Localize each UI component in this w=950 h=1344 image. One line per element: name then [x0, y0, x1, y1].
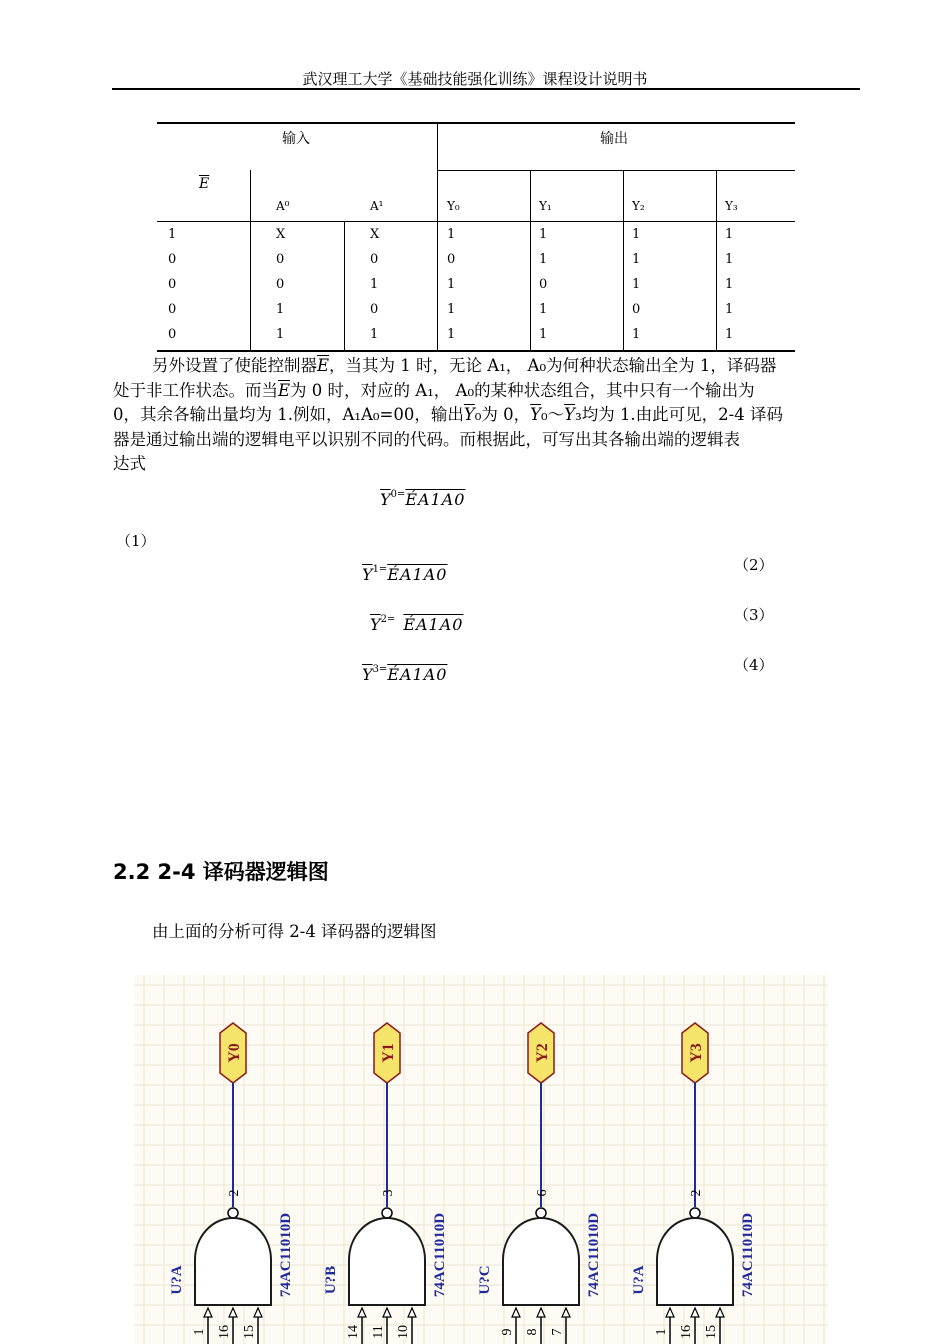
- equation-2: [362, 565, 447, 584]
- table-col-header: A¹: [370, 199, 384, 213]
- text-run: 为 0 时，对应的 A₁， A₀的某种状态组合，其中只有一个输出为: [290, 380, 755, 400]
- table-cell: 0: [168, 327, 177, 342]
- logic-schematic: [134, 975, 828, 1344]
- equation-rhs: ÉA1A0: [403, 615, 464, 634]
- section-heading: 2.2 2-4 译码器逻辑图: [113, 860, 329, 884]
- table-cell: 1: [632, 277, 641, 292]
- output-pin-number: 2: [689, 1189, 704, 1197]
- input-pin-number: 11: [371, 1325, 386, 1339]
- text-run: 处于非工作状态。而当: [113, 380, 278, 400]
- input-pin-number: 7: [550, 1328, 565, 1336]
- table-cell: 1: [276, 327, 285, 342]
- equation-number-4: （4）: [734, 656, 774, 674]
- gate-designator: U?C: [477, 1265, 493, 1295]
- text-run: 0，其余各输出量均为 1.例如，A₁A₀=00，输出: [113, 405, 464, 424]
- equation-lhs: $\overline{Y}$: [362, 565, 373, 584]
- gate-part-name: 74AC11010D: [586, 1212, 602, 1298]
- table-cell: 1: [539, 227, 548, 242]
- table-cell: 0: [370, 252, 379, 267]
- table-bottom-rule: [157, 350, 795, 352]
- table-col-header: Y₂: [632, 199, 645, 213]
- inversion-bubble: [382, 1208, 392, 1218]
- equation-rhs: ÉA1A0: [387, 665, 448, 684]
- output-port-label: Y0: [226, 1043, 243, 1063]
- body-paragraph: [113, 354, 863, 477]
- table-cell: 0: [276, 252, 285, 267]
- table-col-header: Y₁: [539, 199, 552, 213]
- text-run: ₀为 0，: [474, 405, 531, 424]
- gate-part-name: 74AC11010D: [278, 1212, 294, 1298]
- input-pin-number: 9: [500, 1328, 515, 1336]
- table-cell: 1: [447, 227, 456, 242]
- equation-number-1: （1）: [116, 532, 156, 550]
- table-cell: 1: [447, 327, 456, 342]
- overline-symbol: $\overline{Y}$: [530, 405, 542, 424]
- output-pin-number: 3: [381, 1189, 396, 1197]
- table-enable-header: $\overline{E}$: [199, 176, 210, 192]
- overline-symbol: $\overline{E}$: [317, 356, 330, 375]
- equation-rhs: ÉA1A0: [387, 565, 448, 584]
- table-cell: 0: [168, 252, 177, 267]
- nand-gate-body: [195, 1218, 271, 1305]
- table-col-header: A⁰: [276, 199, 290, 213]
- input-pin-number: 8: [525, 1328, 540, 1336]
- table-cell: 0: [370, 302, 379, 317]
- input-pin-number: 1: [654, 1328, 669, 1336]
- text-run: ，当其为 1 时，无论 A₁， A₀为何种状态输出全为 1，译码器: [329, 356, 777, 375]
- table-cell: 1: [725, 252, 734, 267]
- table-cell: 1: [632, 252, 641, 267]
- table-cell: 0: [539, 277, 548, 292]
- text-run: 另外设置了使能控制器: [152, 356, 317, 375]
- equation-number-2: （2）: [734, 556, 774, 574]
- input-pin-number: 15: [704, 1325, 719, 1339]
- table-cell: 0: [632, 302, 641, 317]
- table-group-header-input: 输入: [282, 131, 310, 147]
- gate-part-name: 74AC11010D: [740, 1212, 756, 1298]
- equation-1: [380, 490, 465, 509]
- output-pin-number: 2: [227, 1189, 242, 1197]
- input-pin-number: 1: [192, 1328, 207, 1336]
- table-cell: 0: [168, 302, 177, 317]
- table-cell: X: [370, 227, 380, 242]
- table-header-rule: [157, 221, 795, 222]
- page-header-title: 武汉理工大学《基础技能强化训练》课程设计说明书: [302, 70, 648, 88]
- equation-sup: 0=: [390, 489, 406, 500]
- equation-lhs: $\overline{Y}$: [380, 490, 391, 509]
- gate-designator: U?B: [323, 1265, 339, 1295]
- intro-text: 由上面的分析可得 2-4 译码器的逻辑图: [152, 922, 437, 941]
- table-cell: 1: [539, 252, 548, 267]
- input-pin-number: 14: [346, 1325, 361, 1339]
- table-top-rule: [157, 122, 795, 124]
- equation-3: [370, 615, 463, 634]
- nand-gate-body: [349, 1218, 425, 1305]
- equation-lhs: $\overline{Y}$: [362, 665, 373, 684]
- table-vline: [437, 122, 438, 352]
- table-cell: 1: [168, 227, 177, 242]
- text-line: 达式: [113, 454, 146, 473]
- table-cell: 1: [725, 227, 734, 242]
- output-port-label: Y3: [688, 1043, 705, 1063]
- gate-designator: U?A: [169, 1265, 185, 1295]
- overline-symbol: $\overline{Y}$: [564, 405, 576, 424]
- table-cell: 0: [168, 277, 177, 292]
- table-vline: [344, 222, 345, 352]
- equation-rhs: ÉA1A0: [405, 490, 466, 509]
- gate-part-name: 74AC11010D: [432, 1212, 448, 1298]
- table-col-header: Y₃: [725, 199, 738, 213]
- output-port-label: Y2: [534, 1043, 551, 1063]
- equation-sup: 3=: [372, 664, 388, 675]
- input-pin-number: 16: [217, 1325, 232, 1339]
- gate-designator: U?A: [631, 1265, 647, 1295]
- table-cell: 1: [447, 302, 456, 317]
- overline-symbol: $\overline{Y}$: [463, 405, 475, 424]
- table-vline: [250, 170, 251, 352]
- header-rule: [112, 88, 860, 90]
- table-cell: 1: [725, 277, 734, 292]
- table-output-rule: [437, 170, 795, 171]
- table-cell: 1: [632, 327, 641, 342]
- table-cell: 0: [447, 252, 456, 267]
- equation-4: [362, 665, 447, 684]
- inversion-bubble: [536, 1208, 546, 1218]
- table-cell: 1: [539, 327, 548, 342]
- equation-sup: 1=: [372, 564, 388, 575]
- table-cell: 1: [370, 277, 379, 292]
- table-cell: 1: [725, 302, 734, 317]
- table-cell: 1: [632, 227, 641, 242]
- text-line: 器是通过输出端的逻辑电平以识别不同的代码。而根据此，可写出其各输出端的逻辑表: [113, 429, 740, 449]
- input-pin-number: 16: [679, 1325, 694, 1339]
- table-col-header: Y₀: [447, 199, 460, 213]
- table-cell: 1: [725, 327, 734, 342]
- table-cell: 0: [276, 277, 285, 292]
- equation-sup: 2=: [380, 614, 396, 625]
- inversion-bubble: [690, 1208, 700, 1218]
- table-cell: 1: [447, 277, 456, 292]
- table-group-header-output: 输出: [600, 131, 628, 147]
- output-pin-number: 6: [535, 1189, 550, 1197]
- table-vline: [716, 170, 717, 352]
- text-run: ₀～: [541, 405, 565, 424]
- equation-lhs: $\overline{Y}$: [370, 615, 381, 634]
- table-vline: [530, 170, 531, 352]
- nand-gate-body: [503, 1218, 579, 1305]
- input-pin-number: 10: [396, 1325, 411, 1339]
- table-cell: X: [276, 227, 286, 242]
- output-port-label: Y1: [380, 1043, 397, 1063]
- overline-symbol: $\overline{E}$: [278, 380, 291, 400]
- table-cell: 1: [539, 302, 548, 317]
- nand-gate-body: [657, 1218, 733, 1305]
- table-vline: [623, 170, 624, 352]
- text-run: ₃均为 1.由此可见，2-4 译码: [575, 405, 783, 424]
- table-cell: 1: [370, 327, 379, 342]
- truth-table: [157, 122, 795, 352]
- equation-number-3: （3）: [734, 606, 774, 624]
- input-pin-number: 15: [242, 1325, 257, 1339]
- table-cell: 1: [276, 302, 285, 317]
- inversion-bubble: [228, 1208, 238, 1218]
